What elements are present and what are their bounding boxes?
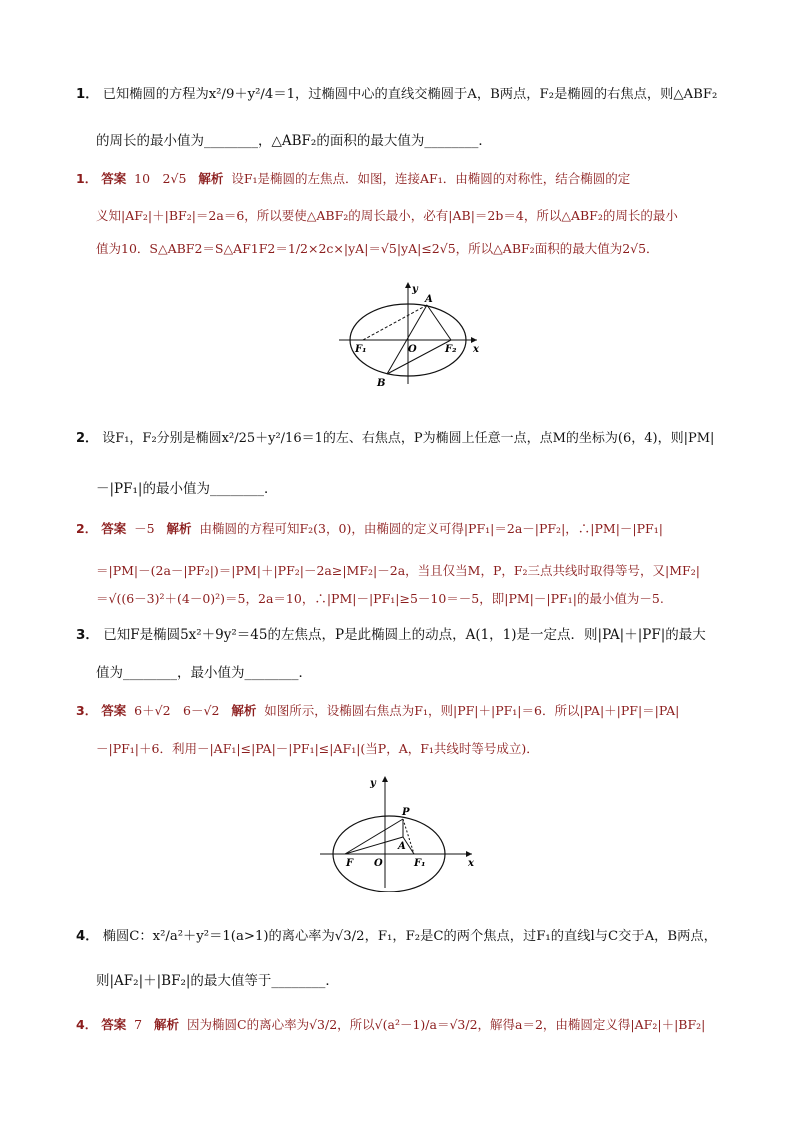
answer-1-line-3 <box>96 240 659 258</box>
answer-3-line-2 <box>96 740 539 758</box>
question-1-text-line1: 已知椭圆的方程为x²/9＋y²/4＝1，过椭圆中心的直线交椭圆于A，B两点，F₂是椭圆的右焦点，则△ABF₂ <box>102 87 718 102</box>
answer-2-values: －5 <box>134 521 155 536</box>
answer-3-number: 3． <box>76 703 98 718</box>
figure-1-segment-AF2 <box>427 305 451 340</box>
figure-1-label-x: x <box>473 344 479 355</box>
figure-1-y-arrow <box>405 282 411 288</box>
figure-2-ellipse-diagram <box>316 772 478 892</box>
answer-2-text-line3: ＝√((6－3)²＋(4－0)²)＝5，2a＝10，∴|PM|－|PF₁|≥5－10＝－5，即|PM|－|PF₁|的最小值为－5. <box>96 591 664 606</box>
question-4-line-2 <box>96 972 339 990</box>
answer-1-line-1 <box>76 170 630 188</box>
question-4-line-1 <box>76 928 717 946</box>
figure-1-label-y: y <box>412 284 418 295</box>
figure-2-label-x: x <box>468 858 474 869</box>
question-2-line-2 <box>96 480 277 498</box>
figure-1-x-arrow <box>471 337 477 343</box>
question-2-line-1 <box>76 430 714 448</box>
answer-2-text-line2: ＝|PM|－(2a－|PF₂|)＝|PM|＋|PF₂|－2a≥|MF₂|－2a，当且仅当M，P，F₂三点共线时取得等号，又|MF₂| <box>96 563 700 578</box>
figure-1-label-O: O <box>408 344 417 355</box>
answer-2-line-2 <box>96 562 700 580</box>
figure-2-y-arrow <box>382 776 388 782</box>
analysis-3-label: 解析 <box>231 703 257 718</box>
answer-1-label: 答案 <box>101 171 127 186</box>
question-4-number: 4． <box>76 929 99 944</box>
question-1-number: 1． <box>76 87 99 102</box>
figure-2-label-y: y <box>370 778 376 789</box>
question-3-text-line2: 值为________，最小值为________． <box>96 665 312 681</box>
analysis-1-label: 解析 <box>198 171 224 186</box>
question-1-line-1 <box>76 86 717 104</box>
question-3-line-2 <box>96 664 312 682</box>
answer-2-line-1 <box>76 520 663 538</box>
answer-1-text-line2: 义知|AF₂|＋|BF₂|＝2a＝6，所以要使△ABF₂的周长最小，必有|AB|＝2b＝4，所以△ABF₂的周长的最小 <box>96 208 678 223</box>
question-3-number: 3． <box>76 627 99 643</box>
answer-3-label: 答案 <box>101 703 127 718</box>
question-1-line-2 <box>96 132 492 150</box>
answer-4-line-1 <box>76 1016 705 1034</box>
question-2-text-line2: －|PF₁|的最小值为________． <box>96 481 278 497</box>
figure-1-label-B: B <box>377 378 386 389</box>
figure-2-x-arrow <box>466 851 472 857</box>
figure-2-label-O: O <box>374 858 383 869</box>
answer-3-text-line1: 如图所示，设椭圆右焦点为F₁，则|PF|＋|PF₁|＝6．所以|PA|＋|PF|＝|PA| <box>264 703 680 718</box>
question-2-text-line1: 设F₁，F₂分别是椭圆x²/25＋y²/16＝1的左、右焦点，P为椭圆上任意一点，点M的坐标为(6，4)，则|PM| <box>102 431 715 446</box>
answer-2-text-line1: 由椭圆的方程可知F₂(3，0)，由椭圆的定义可得|PF₁|＝2a－|PF₂|，∴|PM|－|PF₁| <box>199 521 663 536</box>
answer-2-line-3 <box>96 590 664 608</box>
question-1-text-line2: 的周长的最小值为________，△ABF₂的面积的最大值为________． <box>96 133 492 149</box>
answer-3-text-line2: －|PF₁|＋6．利用－|AF₁|≤|PA|－|PF₁|≤|AF₁|(当P，A，F₁共线时等号成立)． <box>96 741 539 756</box>
answer-1-text-line1: 设F₁是椭圆的左焦点．如图，连接AF₁．由椭圆的对称性，结合椭圆的定 <box>231 171 631 186</box>
analysis-2-label: 解析 <box>166 521 192 536</box>
question-2-number: 2． <box>76 431 99 446</box>
answer-2-number: 2． <box>76 521 98 536</box>
figure-2-label-A: A <box>398 841 406 852</box>
figure-2-label-F: F <box>346 858 354 869</box>
figure-2-label-F1: F₁ <box>414 858 426 869</box>
answer-4-text-line1: 因为椭圆C的离心率为√3/2，所以√(a²－1)/a＝√3/2，解得a＝2，由椭圆定义得|AF₂|＋|BF₂| <box>187 1017 706 1032</box>
answer-1-line-2 <box>96 207 678 225</box>
question-4-text-line1: 椭圆C：x²/a²＋y²＝1(a>1)的离心率为√3/2，F₁，F₂是C的两个焦点，过F₁的直线l与C交于A，B两点， <box>102 929 717 944</box>
answer-1-text-line3: 值为10．S△ABF2＝S△AF1F2＝1/2×2c×|yA|＝√5|yA|≤2√5，所以△ABF₂面积的最大值为2√5． <box>96 241 659 256</box>
question-4-text-line2: 则|AF₂|＋|BF₂|的最大值等于________． <box>96 973 339 989</box>
figure-1-ellipse-diagram <box>335 278 485 390</box>
answer-3-line-1 <box>76 702 679 720</box>
question-3-text-line1: 已知F是椭圆5x²＋9y²＝45的左焦点，P是此椭圆上的动点，A(1，1)是一定点．则|PA|＋|PF|的最大 <box>103 627 706 643</box>
figure-2-label-P: P <box>402 807 410 818</box>
figure-2-segment-FA <box>345 837 403 854</box>
analysis-4-label: 解析 <box>154 1017 180 1032</box>
answer-4-number: 4． <box>76 1017 98 1032</box>
answer-3-values: 6＋√2 6－√2 <box>134 703 220 718</box>
answer-1-values: 10 2√5 <box>134 171 187 186</box>
figure-1-label-F1: F₁ <box>355 344 367 355</box>
question-3-line-1 <box>76 626 706 644</box>
answer-2-label: 答案 <box>101 521 127 536</box>
figure-1-label-F2: F₂ <box>445 344 457 355</box>
answer-1-number: 1． <box>76 171 98 186</box>
figure-1-label-A: A <box>425 294 433 305</box>
answer-4-values: 7 <box>134 1017 143 1032</box>
answer-4-label: 答案 <box>101 1017 127 1032</box>
